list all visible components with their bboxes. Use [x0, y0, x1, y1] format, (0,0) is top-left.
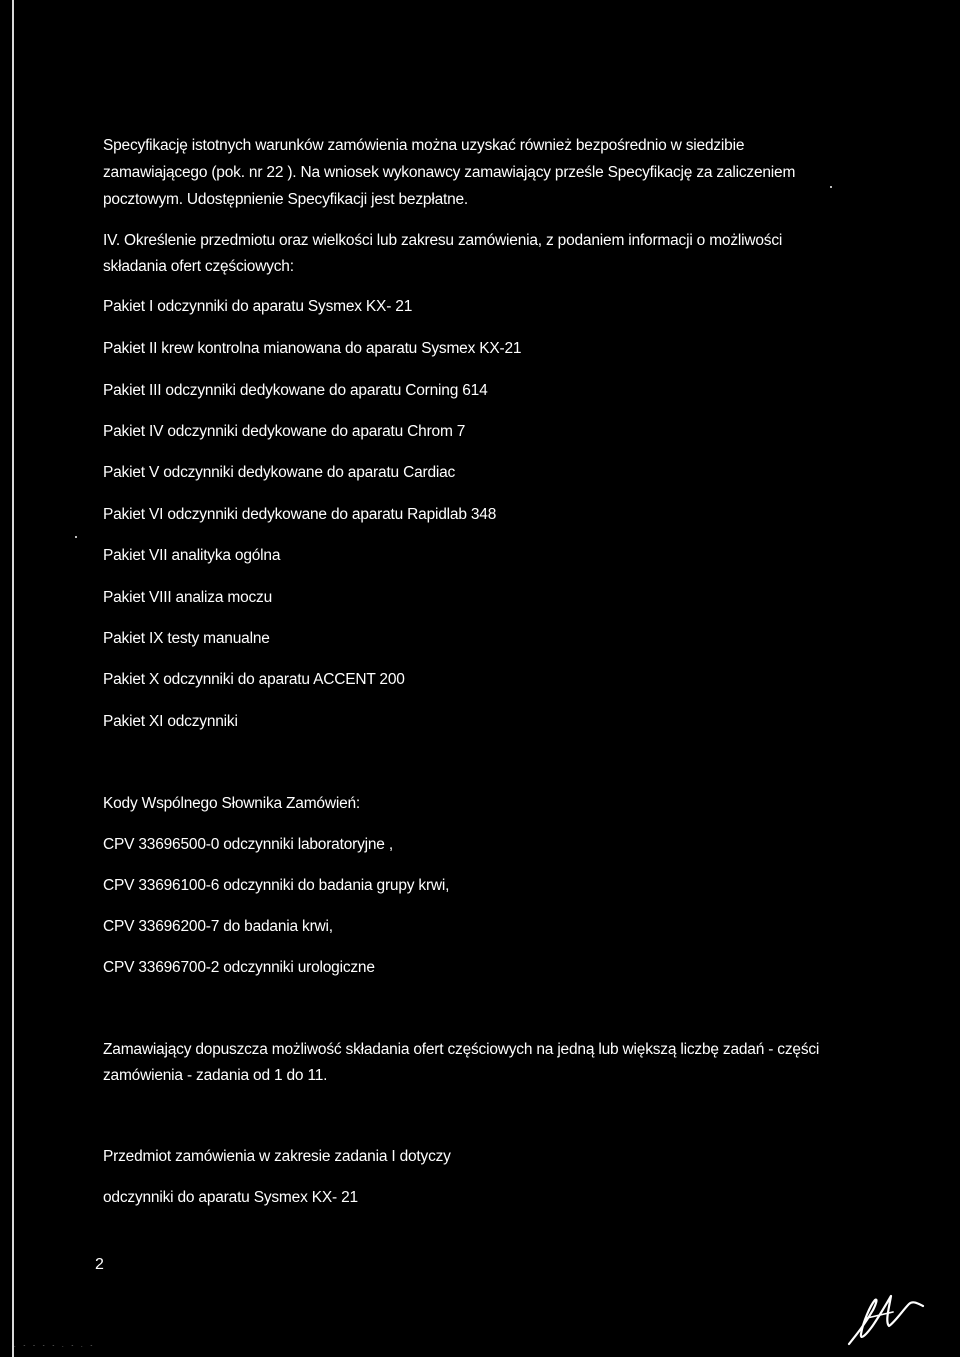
- subject-line-2: odczynniki do aparatu Sysmex KX- 21: [103, 1189, 358, 1206]
- page-number: 2: [95, 1256, 104, 1273]
- intro-line-1: Specyfikację istotnych warunków zamówienia można uzyskać również bezpośrednio w siedzibie: [103, 137, 745, 154]
- package-item: Pakiet XI odczynniki: [103, 713, 238, 730]
- partial-offers-line-1: Zamawiający dopuszcza możliwość składania ofert częściowych na jedną lub większą liczbę zadań - części: [103, 1041, 820, 1058]
- cpv-code: CPV 33696100-6 odczynniki do badania grupy krwi,: [103, 877, 450, 894]
- package-item: Pakiet I odczynniki do aparatu Sysmex KX- 21: [103, 298, 413, 315]
- scan-speck: [75, 536, 77, 538]
- cpv-code: CPV 33696700-2 odczynniki urologiczne: [103, 959, 375, 976]
- intro-line-3: pocztowym. Udostępnienie Specyfikacji jest bezpłatne.: [103, 191, 469, 208]
- section-iv-heading-line-2: składania ofert częściowych:: [103, 258, 294, 275]
- cpv-code: CPV 33696200-7 do badania krwi,: [103, 918, 333, 935]
- package-item: Pakiet IX testy manualne: [103, 630, 270, 647]
- package-item: Pakiet V odczynniki dedykowane do aparatu Cardiac: [103, 464, 456, 481]
- package-item: Pakiet IV odczynniki dedykowane do aparatu Chrom 7: [103, 423, 466, 440]
- cpv-heading: Kody Wspólnego Słownika Zamówień:: [103, 795, 361, 812]
- scan-speck: [830, 186, 832, 188]
- cpv-code: CPV 33696500-0 odczynniki laboratoryjne ,: [103, 836, 393, 853]
- scan-edge-line: [12, 0, 14, 1357]
- signature-initials: [845, 1288, 925, 1348]
- package-item: Pakiet X odczynniki do aparatu ACCENT 200: [103, 671, 405, 688]
- intro-line-2: zamawiającego (pok. nr 22 ). Na wniosek wykonawcy zamawiający prześle Specyfikację za zaliczeniem: [103, 164, 796, 181]
- section-iv-heading-line-1: IV. Określenie przedmiotu oraz wielkości lub zakresu zamówienia, z podaniem informacji o możliwości: [103, 232, 783, 249]
- partial-offers-line-2: zamówienia - zadania od 1 do 11.: [103, 1067, 328, 1084]
- package-item: Pakiet II krew kontrolna mianowana do aparatu Sysmex KX-21: [103, 340, 522, 357]
- package-item: Pakiet VIII analiza moczu: [103, 589, 273, 606]
- scan-footer-artifacts: . - - - - . - . -: [14, 1343, 96, 1349]
- package-item: Pakiet VII analityka ogólna: [103, 547, 281, 564]
- package-item: Pakiet VI odczynniki dedykowane do aparatu Rapidlab 348: [103, 506, 497, 523]
- package-item: Pakiet III odczynniki dedykowane do aparatu Corning 614: [103, 382, 488, 399]
- subject-line-1: Przedmiot zamówienia w zakresie zadania I dotyczy: [103, 1148, 451, 1165]
